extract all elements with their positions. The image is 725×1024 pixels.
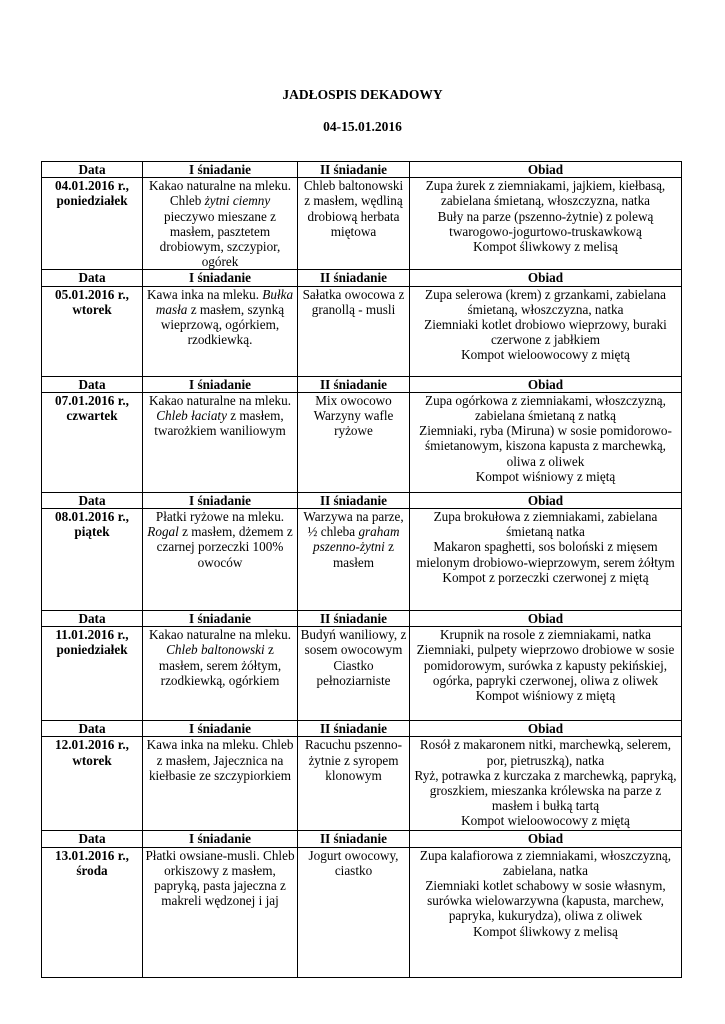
breakfast-1-text: z masłem, serem żółtym, rzodkiewką, ogórkiem xyxy=(158,642,282,688)
lunch-dish: Zupa żurek z ziemniakami, jajkiem, kiełbasą, zabielana śmietaną, włoszczyzna, natka xyxy=(425,178,666,209)
breakfast-2-text: z masłem xyxy=(332,539,394,570)
breakfast-2-cell xyxy=(298,286,410,376)
day-row xyxy=(42,392,682,492)
breakfast-2-text: Racuchu pszenno-żytnie z syropem klonowym xyxy=(304,737,403,783)
lunch-dish: Kompot z porzeczki czerwonej z miętą xyxy=(442,569,649,585)
breakfast-1-text: z masłem, dżemem z czarnej porzeczki 100% owoców xyxy=(156,524,293,570)
header-breakfast-2: II śniadanie xyxy=(298,611,410,627)
lunch-dish: Ziemniaki kotlet schabowy w sosie własnym, surówka wielowarzywna (kapusta, marchew, papryka, kukurydza), oliwa z oliwek xyxy=(425,878,666,924)
lunch-dish: Zupa brokułowa z ziemniakami, zabielana śmietaną natka xyxy=(433,509,658,540)
header-lunch: Obiad xyxy=(410,492,682,508)
breakfast-2-cell xyxy=(298,509,410,611)
day-row xyxy=(42,847,682,977)
breakfast-1-text: z masłem, twarożkiem waniliowym xyxy=(154,408,286,439)
date-range: 04-15.01.2016 xyxy=(323,119,402,134)
lunch-cell xyxy=(410,847,682,977)
day-date: 04.01.2016 r., xyxy=(55,178,129,194)
day-weekday: wtorek xyxy=(72,301,112,317)
breakfast-1-cell xyxy=(143,627,298,721)
header-breakfast-2: II śniadanie xyxy=(298,162,410,178)
bread-name: Bułka masła xyxy=(155,286,294,317)
day-weekday: czwartek xyxy=(66,408,118,424)
day-date: 08.01.2016 r., xyxy=(55,509,129,525)
header-row xyxy=(42,831,682,847)
day-date: 12.01.2016 r., xyxy=(55,737,129,753)
breakfast-1-text: Płatki owsiane-musli. Chleb orkiszowy z masłem, papryką, pasta jajeczna z makreli wędzonej i jaj xyxy=(145,847,295,909)
header-breakfast-2: II śniadanie xyxy=(298,376,410,392)
breakfast-2-text: Budyń waniliowy, z sosem owocowym Ciastko pełnoziarniste xyxy=(300,627,407,688)
breakfast-1-text: Kakao naturalne na mleku. xyxy=(148,627,292,643)
lunch-dish: Kompot wiśniowy z miętą xyxy=(475,468,616,484)
header-lunch: Obiad xyxy=(410,270,682,286)
day-row xyxy=(42,509,682,611)
header-date: Data xyxy=(42,270,143,286)
day-date: 05.01.2016 r., xyxy=(55,286,129,302)
bread-name: graham pszenno-żytni xyxy=(313,524,400,555)
lunch-dish: Rosół z makaronem nitki, marchewką, selerem, por, pietruszką), natka xyxy=(419,737,672,768)
header-lunch: Obiad xyxy=(410,831,682,847)
breakfast-1-text: Płatki ryżowe na mleku. xyxy=(155,509,285,525)
day-date: 07.01.2016 r., xyxy=(55,392,129,408)
breakfast-2-cell xyxy=(298,847,410,977)
lunch-dish: Kompot wieloowocowy z miętą xyxy=(461,347,630,363)
day-date-cell xyxy=(42,392,143,492)
breakfast-1-text: z masłem, szynką wieprzową, ogórkiem, rzodkiewką. xyxy=(160,301,285,348)
header-breakfast-2: II śniadanie xyxy=(298,492,410,508)
day-weekday: poniedziałek xyxy=(56,193,128,209)
breakfast-1-cell xyxy=(143,392,298,492)
lunch-dish: Zupa ogórkowa z ziemniakami, włoszczyzną, zabielana śmietaną z natką xyxy=(425,392,666,424)
lunch-cell xyxy=(410,286,682,376)
breakfast-1-cell xyxy=(143,178,298,270)
day-weekday: wtorek xyxy=(72,752,112,768)
bread-name: Rogal xyxy=(147,524,179,540)
lunch-dish: Krupnik na rosole z ziemniakami, natka xyxy=(440,627,651,643)
header-row xyxy=(42,611,682,627)
menu-table xyxy=(41,161,682,978)
lunch-dish: Zupa selerowa (krem) z grzankami, zabielana śmietaną, włoszczyzna, natka xyxy=(425,286,666,317)
breakfast-2-text: Warzywa na parze, ½ chleba xyxy=(303,509,404,540)
breakfast-1-cell xyxy=(143,286,298,376)
bread-name: Chleb baltonowski xyxy=(166,642,265,658)
lunch-dish: Kompot śliwkowy z melisą xyxy=(473,239,618,255)
breakfast-2-cell xyxy=(298,178,410,270)
day-row xyxy=(42,737,682,831)
header-breakfast-1: I śniadanie xyxy=(143,270,298,286)
day-row xyxy=(42,286,682,376)
header-row xyxy=(42,270,682,286)
breakfast-2-text: Sałatka owocowa z granollą - musli xyxy=(302,286,405,317)
day-date-cell xyxy=(42,286,143,376)
breakfast-2-cell xyxy=(298,627,410,721)
lunch-dish: Kompot wieloowocowy z miętą xyxy=(461,813,630,829)
header-breakfast-2: II śniadanie xyxy=(298,831,410,847)
lunch-cell xyxy=(410,178,682,270)
lunch-cell xyxy=(410,737,682,831)
header-breakfast-1: I śniadanie xyxy=(143,831,298,847)
breakfast-2-text: Jogurt owocowy, ciastko xyxy=(308,847,399,878)
header-row xyxy=(42,492,682,508)
lunch-cell xyxy=(410,509,682,611)
day-row xyxy=(42,178,682,270)
lunch-cell xyxy=(410,627,682,721)
document-title: JADŁOSPIS DEKADOWY xyxy=(282,87,443,102)
breakfast-2-cell xyxy=(298,737,410,831)
lunch-dish: Ziemniaki kotlet drobiowo wieprzowy, buraki czerwone z jabłkiem xyxy=(424,317,667,348)
header-lunch: Obiad xyxy=(410,376,682,392)
header-lunch: Obiad xyxy=(410,721,682,737)
breakfast-1-text: pieczywo mieszane z masłem, pasztetem drobiowym, szczypior, ogórek xyxy=(159,208,281,270)
header-row xyxy=(42,721,682,737)
day-weekday: środa xyxy=(76,862,108,878)
day-date: 13.01.2016 r., xyxy=(55,847,129,863)
lunch-dish: Ziemniaki, ryba (Miruna) w sosie pomidorowo-śmietanowym, kiszona kapusta z marchewką, oliwa z oliwek xyxy=(419,423,672,469)
breakfast-1-cell xyxy=(143,847,298,977)
day-date-cell xyxy=(42,178,143,270)
header-lunch: Obiad xyxy=(410,162,682,178)
lunch-dish: Kompot wiśniowy z miętą xyxy=(475,688,616,704)
bread-name: Chleb łaciaty xyxy=(156,408,227,424)
header-date: Data xyxy=(42,611,143,627)
header-row xyxy=(42,162,682,178)
day-weekday: piątek xyxy=(74,524,110,540)
lunch-dish: Buły na parze (pszenno-żytnie) z polewą twarogowo-jogurtowo-truskawkową xyxy=(437,208,654,239)
header-breakfast-1: I śniadanie xyxy=(143,721,298,737)
header-date: Data xyxy=(42,376,143,392)
day-date-cell xyxy=(42,627,143,721)
header-date: Data xyxy=(42,492,143,508)
header-date: Data xyxy=(42,721,143,737)
header-date: Data xyxy=(42,162,143,178)
breakfast-1-cell xyxy=(143,509,298,611)
breakfast-1-cell xyxy=(143,737,298,831)
breakfast-2-text: Mix owocowo Warzyny wafle ryżowe xyxy=(313,392,394,439)
header-breakfast-1: I śniadanie xyxy=(143,611,298,627)
day-date: 11.01.2016 r., xyxy=(55,627,129,643)
header-date: Data xyxy=(42,831,143,847)
header-breakfast-2: II śniadanie xyxy=(298,270,410,286)
breakfast-2-text: Chleb baltonowski z masłem, wędliną drobiową herbata miętowa xyxy=(303,178,404,239)
day-weekday: poniedziałek xyxy=(56,642,128,658)
lunch-dish: Kompot śliwkowy z melisą xyxy=(473,923,618,939)
header-breakfast-1: I śniadanie xyxy=(143,162,298,178)
day-date-cell xyxy=(42,509,143,611)
lunch-dish: Makaron spaghetti, sos boloński z mięsem mielonym drobiowo-wieprzowym, serem żółtym xyxy=(416,539,675,570)
lunch-cell xyxy=(410,392,682,492)
header-breakfast-1: I śniadanie xyxy=(143,492,298,508)
day-date-cell xyxy=(42,847,143,977)
lunch-dish: Ziemniaki, pulpety wieprzowo drobiowe w sosie pomidorowym, surówka z kapusty pekińskiej, ogórka, papryki czerwonej, oliwa z oliwek xyxy=(416,642,675,688)
lunch-dish: Zupa kalafiorowa z ziemniakami, włoszczyzną, zabielana, natka xyxy=(419,847,672,878)
bread-name: żytni ciemny xyxy=(204,193,271,209)
header-breakfast-2: II śniadanie xyxy=(298,721,410,737)
day-date-cell xyxy=(42,737,143,831)
breakfast-1-text: Kawa inka na mleku. xyxy=(146,286,263,302)
breakfast-2-cell xyxy=(298,392,410,492)
breakfast-1-text: Kakao naturalne na mleku. Chleb xyxy=(148,178,292,209)
day-row xyxy=(42,627,682,721)
header-breakfast-1: I śniadanie xyxy=(143,376,298,392)
breakfast-1-text: Kawa inka na mleku. Chleb z masłem, Jajecznica na kiełbasie ze szczypiorkiem xyxy=(146,737,294,783)
breakfast-1-text: Kakao naturalne na mleku. xyxy=(148,392,292,408)
header-row xyxy=(42,376,682,392)
header-lunch: Obiad xyxy=(410,611,682,627)
lunch-dish: Ryż, potrawka z kurczaka z marchewką, papryką, groszkiem, mieszanka królewska na parze z masłem i bułką tartą xyxy=(414,767,677,814)
